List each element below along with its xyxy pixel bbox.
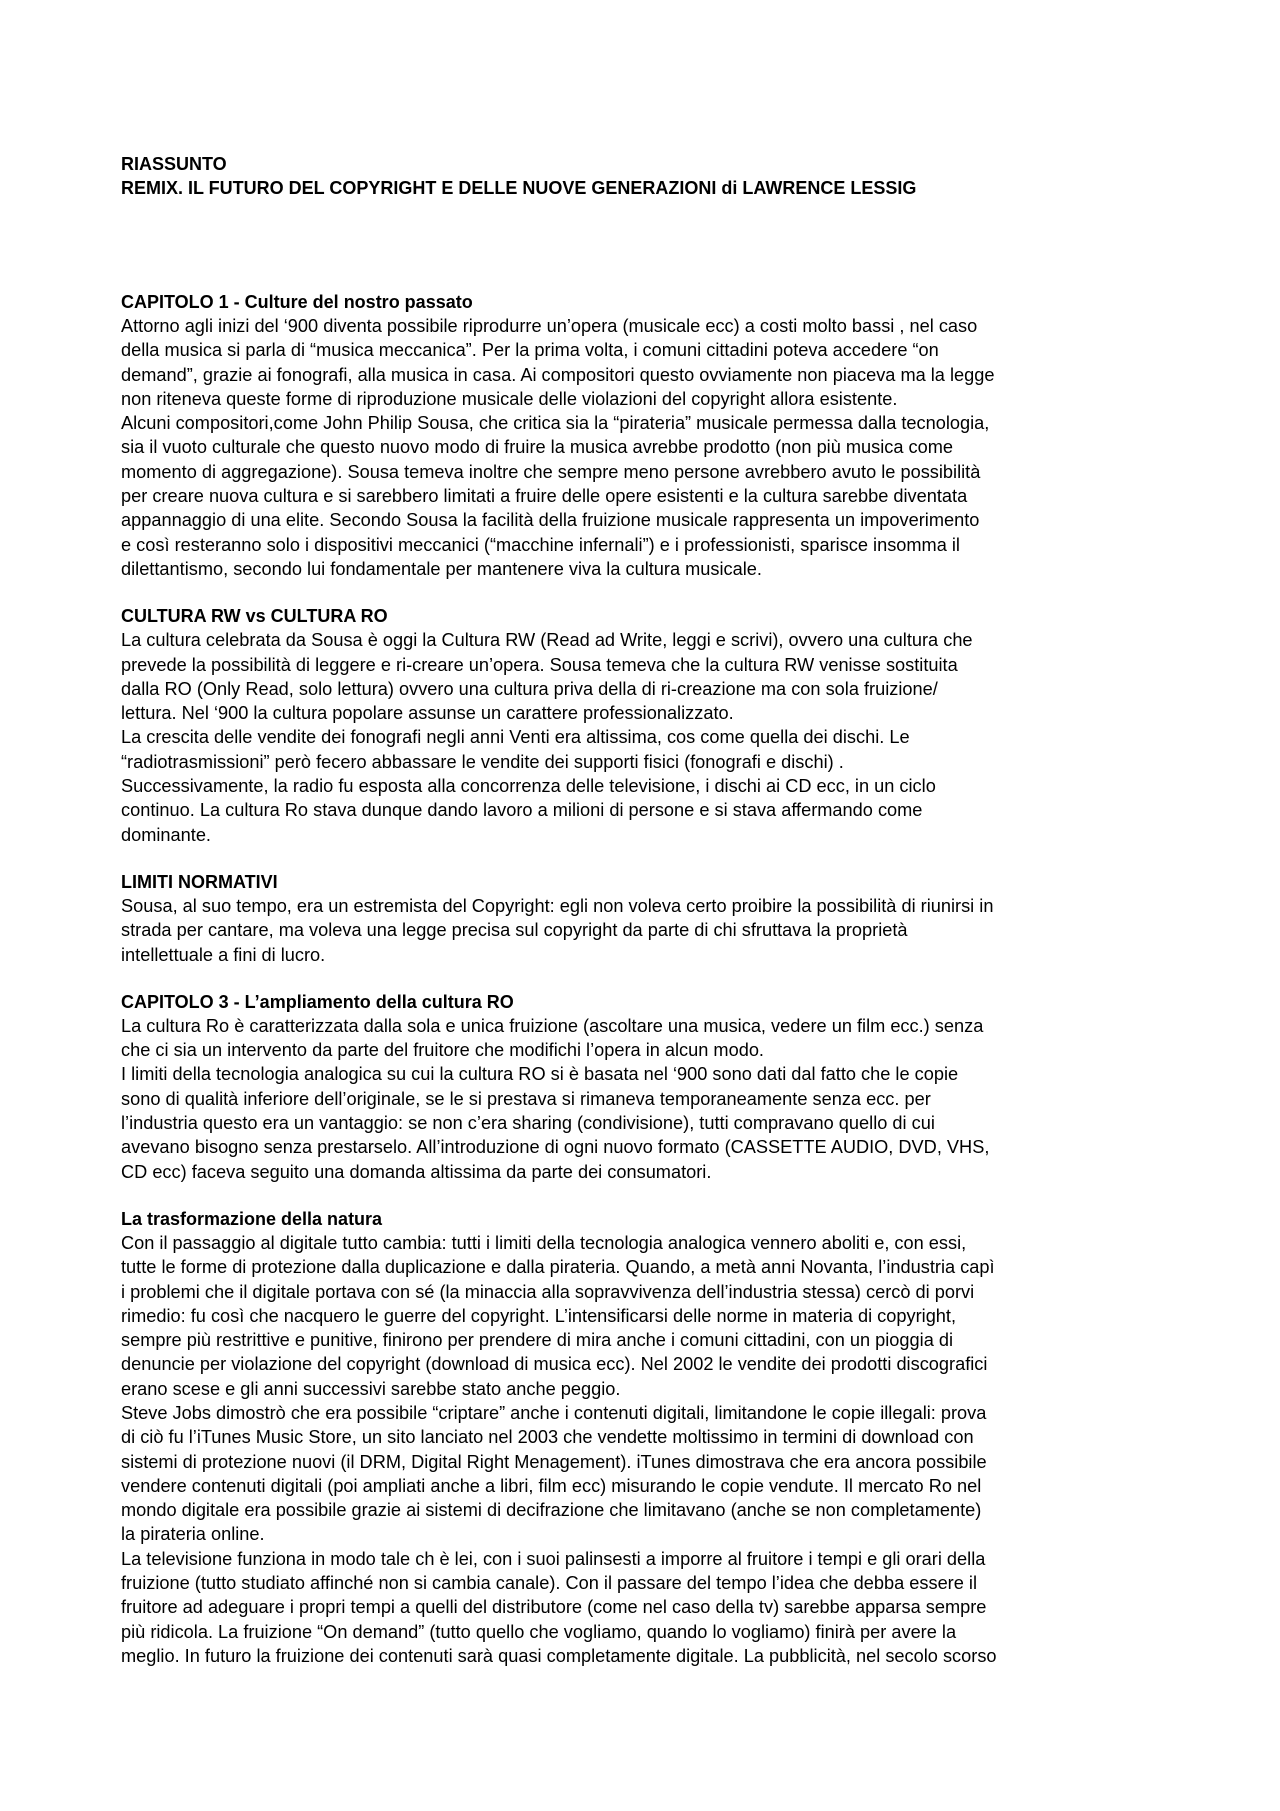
document-header — [121, 152, 1171, 200]
paragraph: Con il passaggio al digitale tutto cambia: tutti i limiti della tecnologia analogica vennero aboliti e, con essi, tutte le forme di protezione dalla duplicazione e dalla pirateria. Quando, a metà anni Novanta, l’industria capì i problemi che il digitale portava con sé (la minaccia alla sopravvivenza dell’industria stessa) cercò di porvi rimedio: fu così che nacquero le guerre del copyright. L’intensificarsi delle norme in materia di copyright, sempre più restrittive e punitive, finirono per prendere di mira anche i comuni cittadini, con un pioggia di denuncie per violazione del copyright (download di musica ecc). Nel 2002 le vendite dei prodotti discografici erano scese e gli anni successivi sarebbe stato anche peggio. — [121, 1232, 995, 1399]
section-limiti-normativi — [121, 870, 1171, 967]
document-label: RIASSUNTO — [121, 154, 227, 174]
paragraph: La cultura Ro è caratterizzata dalla sola e unica fruizione (ascoltare una musica, vedere un film ecc.) senza che ci sia un intervento da parte del fruitore che modifichi l’opera in alcun modo. — [121, 1015, 984, 1061]
paragraph: Attorno agli inizi del ‘900 diventa possibile riprodurre un’opera (musicale ecc) a costi molto bassi , nel caso della musica si parla di “musica meccanica”. Per la prima volta, i comuni cittadini poteva accedere “on demand”, grazie ai fonografi, alla musica in casa. Ai compositori questo ovviamente non piaceva ma la legge non riteneva queste forme di riproduzione musicale delle violazioni del copyright allora esistente. — [121, 316, 995, 409]
section-capitolo-1 — [121, 290, 1171, 581]
paragraph: La crescita delle vendite dei fonografi negli anni Venti era altissima, cos come quella dei dischi. Le “radiotrasmissioni” però fecero abbassare le vendite dei supporti fisici (fonografi e dischi) . Successivamente, la radio fu esposta alla concorrenza delle televisione, i dischi ai CD ecc, in un ciclo continuo. La cultura Ro stava dunque dando lavoro a milioni di persone e si stava affermando come dominante. — [121, 727, 936, 845]
section-heading: CAPITOLO 3 - L’ampliamento della cultura RO — [121, 991, 514, 1012]
paragraph: Steve Jobs dimostrò che era possibile “criptare” anche i contenuti digitali, limitandone le copie illegali: prova di ciò fu l’iTunes Music Store, un sito lanciato nel 2003 che vendette moltissimo in termini di download con sistemi di protezione nuovi (il DRM, Digital Right Menagement). iTunes dimostrava che era ancora possibile vendere contenuti digitali (poi ampliati anche a libri, film ecc) misurando le copie vendute. Il mercato Ro nel mondo digitale era possibile grazie ai sistemi di decifrazione che limitavano (anche se non completamente) la pirateria online. — [121, 1402, 987, 1545]
section-heading: CAPITOLO 1 - Culture del nostro passato — [121, 292, 473, 312]
section-capitolo-3 — [121, 990, 1171, 1184]
paragraph: I limiti della tecnologia analogica su cui la cultura RO si è basata nel ‘900 sono dati dal fatto che le copie sono di qualità inferiore dell’originale, se le si prestava si rimaneva temporaneamente senza ecc. per l’industria questo era un vantaggio: se non c’era sharing (condivisione), tutti compravano quello di cui avevano bisogno senza prestarselo. All’introduzione di ogni nuovo formato (CASSETTE AUDIO, DVD, VHS, CD ecc) faceva seguito una domanda altissima da parte dei consumatori. — [121, 1064, 990, 1182]
paragraph: Sousa, al suo tempo, era un estremista del Copyright: egli non voleva certo proibire la possibilità di riunirsi in strada per cantare, ma voleva una legge precisa sul copyright da parte di chi sfruttava la proprietà intellettuale a fini di lucro. — [121, 895, 994, 965]
section-heading: CULTURA RW vs CULTURA RO — [121, 606, 388, 627]
document-body — [121, 152, 1171, 1691]
section-heading: La trasformazione della natura — [121, 1208, 383, 1229]
section-heading: LIMITI NORMATIVI — [121, 871, 278, 892]
paragraph: Alcuni compositori,come John Philip Sousa, che critica sia la “pirateria” musicale permessa dalla tecnologia, sia il vuoto culturale che questo nuovo modo di fruire la musica avrebbe prodotto (non più musica come momento di aggregazione). Sousa temeva inoltre che sempre meno persone avrebbero avuto le possibilità per creare nuova cultura e si sarebbero limitati a fruire delle opere esistenti e la cultura sarebbe diventata appannaggio di una elite. Secondo Sousa la facilità della fruizione musicale rappresenta un impoverimento e così resteranno solo i dispositivi meccanici (“macchine infernali”) e i professionisti, sparisce insomma il dilettantismo, secondo lui fondamentale per mantenere viva la cultura musicale. — [121, 413, 990, 579]
paragraph: La cultura celebrata da Sousa è oggi la Cultura RW (Read ad Write, leggi e scrivi), ovvero una cultura che prevede la possibilità di leggere e ri-creare un’opera. Sousa temeva che la cultura RW venisse sostituita dalla RO (Only Read, solo lettura) ovvero una cultura priva della di ri-creazione ma con sola fruizione/ lettura. Nel ‘900 la cultura popolare assunse un carattere professionalizzato. — [121, 630, 973, 724]
paragraph: La televisione funziona in modo tale ch è lei, con i suoi palinsesti a imporre al fruitore i tempi e gli orari della fruizione (tutto studiato affinché non si cambia canale). Con il passare del tempo l’idea che debba essere il fruitore ad adeguare i propri tempi a quelli del distributore (come nel caso della tv) sarebbe apparsa sempre più ridicola. La fruizione “On demand” (tutto quello che vogliamo, quando lo vogliamo) finirà per avere la meglio. In futuro la fruizione dei contenuti sarà quasi completamente digitale. La pubblicità, nel secolo scorso — [121, 1548, 997, 1666]
section-trasformazione-natura — [121, 1207, 1171, 1668]
document-title: REMIX. IL FUTURO DEL COPYRIGHT E DELLE NUOVE GENERAZIONI di LAWRENCE LESSIG — [121, 178, 917, 198]
section-cultura-rw-ro — [121, 604, 1171, 847]
